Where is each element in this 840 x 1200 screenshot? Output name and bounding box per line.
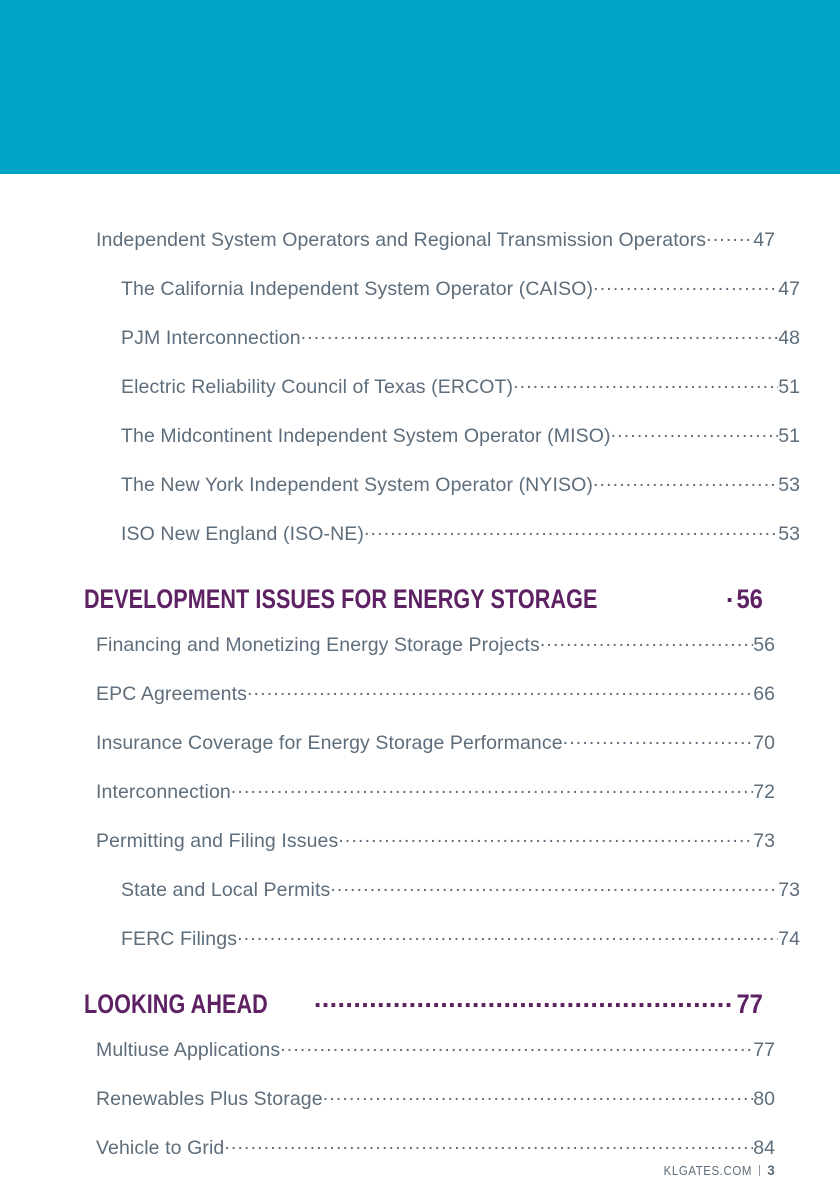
toc-page-number: 66: [753, 682, 775, 705]
toc-entry-label: Permitting and Filing Issues: [96, 829, 339, 852]
toc-entry[interactable]: [96, 226, 775, 275]
header-color-band: [0, 0, 840, 174]
toc-page-number: 77: [753, 1038, 775, 1061]
toc-entry-label: Independent System Operators and Regional Transmission Operators: [96, 228, 707, 251]
toc-page-number: 74: [778, 927, 800, 950]
toc-page-number: 56: [753, 633, 775, 656]
toc-entry-label: State and Local Permits: [121, 878, 331, 901]
toc-entry[interactable]: [96, 631, 775, 680]
toc-entry-label: The New York Independent System Operator (NYISO): [121, 473, 593, 496]
toc-entry[interactable]: [121, 876, 800, 925]
toc-entry[interactable]: [96, 778, 775, 827]
toc-entry-label: The California Independent System Operator (CAISO): [121, 277, 594, 300]
toc-page-number: 48: [778, 326, 800, 349]
toc-page-number: 51: [778, 375, 800, 398]
toc-dot-leader: [706, 226, 753, 246]
toc-entry[interactable]: [121, 422, 800, 471]
toc-dot-leader: [593, 275, 778, 295]
toc-page-number: 84: [753, 1136, 775, 1159]
toc-dot-leader: [280, 1036, 753, 1056]
toc-section-heading[interactable]: [84, 569, 763, 631]
toc-dot-leader: [330, 876, 778, 896]
toc-page-number: 73: [778, 878, 800, 901]
toc-page-number: 53: [778, 522, 800, 545]
toc-entry-label: Financing and Monetizing Energy Storage Projects: [96, 633, 540, 656]
toc-page-number: 77: [736, 989, 763, 1019]
toc-dot-leader: [323, 1085, 754, 1105]
toc-entry[interactable]: [96, 1085, 775, 1134]
toc-entry[interactable]: [121, 520, 800, 569]
toc-dot-leader: [314, 986, 734, 1013]
toc-entry-label: Multiuse Applications: [96, 1038, 281, 1061]
toc-dot-leader: [301, 324, 779, 344]
toc-dot-leader: [563, 729, 754, 749]
toc-entry[interactable]: [121, 324, 800, 373]
toc-entry[interactable]: [121, 471, 800, 520]
toc-page-number: 51: [778, 424, 800, 447]
toc-entry[interactable]: [121, 925, 800, 974]
toc-entry[interactable]: [121, 373, 800, 422]
footer-page-number: 3: [767, 1163, 775, 1178]
toc-page-number: 72: [753, 780, 775, 803]
toc-dot-leader: [593, 471, 778, 491]
toc-dot-leader: [231, 778, 753, 798]
page-footer: [656, 1163, 775, 1178]
toc-dot-leader: [726, 581, 734, 608]
table-of-contents: [0, 174, 840, 1183]
toc-dot-leader: [364, 520, 778, 540]
toc-entry-label: ISO New England (ISO-NE): [121, 522, 364, 545]
toc-entry-label: DEVELOPMENT ISSUES FOR ENERGY STORAGE: [84, 584, 598, 614]
toc-page-number: 70: [753, 731, 775, 754]
toc-entry[interactable]: [96, 680, 775, 729]
toc-dot-leader: [513, 373, 778, 393]
toc-entry-label: EPC Agreements: [96, 682, 247, 705]
toc-entry-label: The Midcontinent Independent System Operator (MISO): [121, 424, 611, 447]
toc-entry-label: LOOKING AHEAD: [84, 989, 268, 1019]
toc-entry[interactable]: [121, 275, 800, 324]
toc-entry-label: Renewables Plus Storage: [96, 1087, 323, 1110]
toc-entry-label: Electric Reliability Council of Texas (ERCOT): [121, 375, 514, 398]
toc-page-number: 47: [778, 277, 800, 300]
footer-separator-icon: [759, 1165, 760, 1176]
toc-page-number: 56: [736, 584, 763, 614]
toc-dot-leader: [247, 680, 753, 700]
toc-dot-leader: [338, 827, 753, 847]
toc-page-number: 53: [778, 473, 800, 496]
toc-page-number: 47: [753, 228, 775, 251]
toc-entry[interactable]: [96, 729, 775, 778]
toc-page-number: 80: [753, 1087, 775, 1110]
toc-entry-label: Interconnection: [96, 780, 231, 803]
toc-entry-label: Insurance Coverage for Energy Storage Performance: [96, 731, 563, 754]
toc-entry-list: [84, 174, 800, 1183]
toc-entry[interactable]: [96, 827, 775, 876]
toc-section-heading[interactable]: [84, 974, 763, 1036]
toc-entry[interactable]: [96, 1036, 775, 1085]
toc-entry-label: Vehicle to Grid: [96, 1136, 225, 1159]
toc-dot-leader: [611, 422, 779, 442]
toc-entry-label: FERC Filings: [121, 927, 238, 950]
toc-page-number: 73: [753, 829, 775, 852]
toc-dot-leader: [224, 1134, 753, 1154]
footer-site-label: KLGATES.COM: [663, 1163, 753, 1178]
toc-dot-leader: [540, 631, 753, 651]
toc-entry-label: PJM Interconnection: [121, 326, 301, 349]
toc-dot-leader: [237, 925, 778, 945]
